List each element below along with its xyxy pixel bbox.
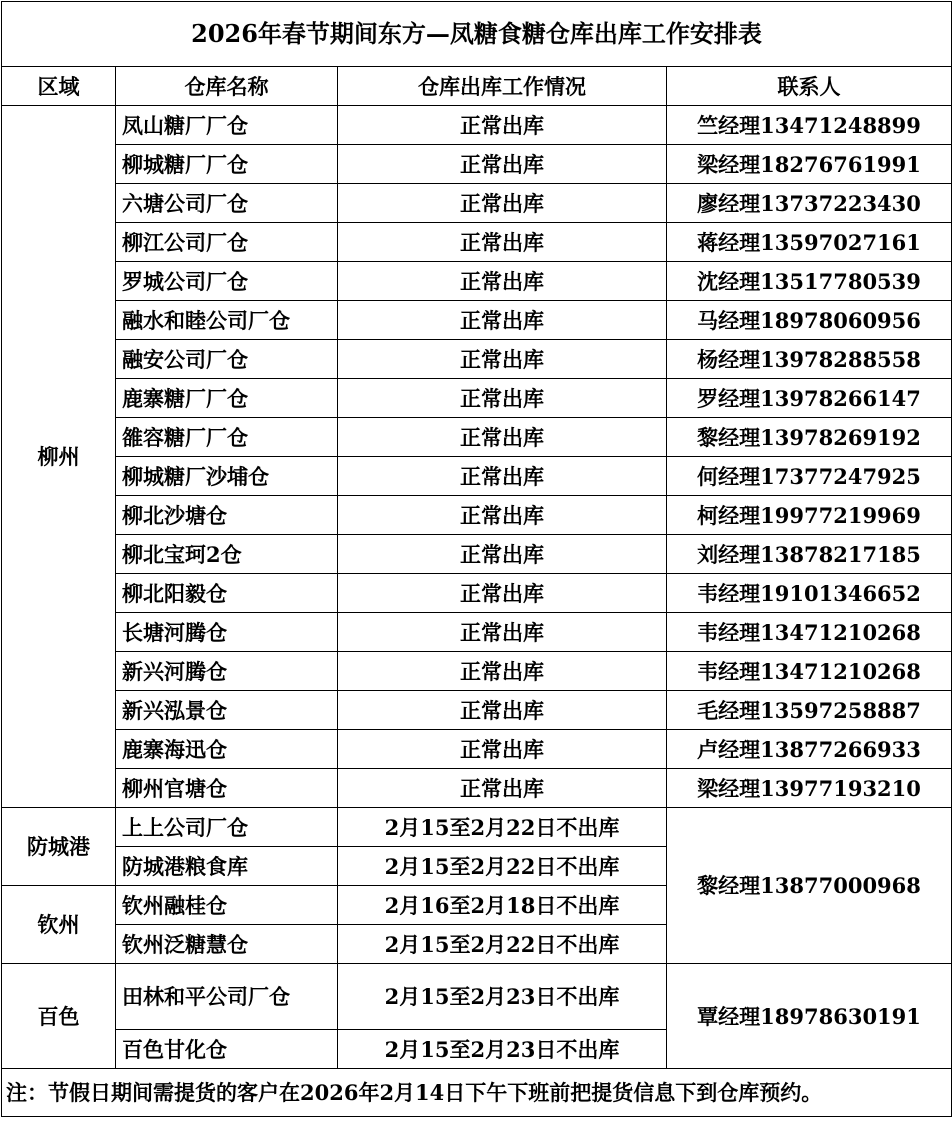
warehouse-name: 新兴河腾仓 xyxy=(116,652,338,691)
warehouse-name: 融安公司厂仓 xyxy=(116,340,338,379)
warehouse-contact: 罗经理13978266147 xyxy=(667,379,952,418)
table-row xyxy=(2,730,952,769)
warehouse-status: 正常出库 xyxy=(338,106,667,145)
table-row xyxy=(2,808,952,847)
warehouse-contact-shared: 黎经理13877000968 xyxy=(667,808,952,964)
region-fangchenggang: 防城港 xyxy=(2,808,116,886)
table-row xyxy=(2,613,952,652)
warehouse-name: 上上公司厂仓 xyxy=(116,808,338,847)
table-row xyxy=(2,691,952,730)
warehouse-contact: 梁经理13977193210 xyxy=(667,769,952,808)
warehouse-contact-baise: 覃经理18978630191 xyxy=(667,964,952,1069)
warehouse-status: 正常出库 xyxy=(338,340,667,379)
warehouse-status: 正常出库 xyxy=(338,691,667,730)
table-row xyxy=(2,379,952,418)
warehouse-status: 正常出库 xyxy=(338,379,667,418)
warehouse-name: 柳州官塘仓 xyxy=(116,769,338,808)
warehouse-name: 柳城糖厂厂仓 xyxy=(116,145,338,184)
warehouse-name: 柳城糖厂沙埔仓 xyxy=(116,457,338,496)
warehouse-status: 正常出库 xyxy=(338,184,667,223)
warehouse-name: 钦州融桂仓 xyxy=(116,886,338,925)
warehouse-status: 正常出库 xyxy=(338,613,667,652)
warehouse-status: 2月15至2月22日不出库 xyxy=(338,925,667,964)
page-title: 2026年春节期间东方—凤糖食糖仓库出库工作安排表 xyxy=(2,2,952,67)
table-row xyxy=(2,574,952,613)
table-row xyxy=(2,457,952,496)
header-region: 区域 xyxy=(2,67,116,106)
warehouse-name: 鹿寨海迅仓 xyxy=(116,730,338,769)
warehouse-status: 正常出库 xyxy=(338,730,667,769)
warehouse-contact: 卢经理13877266933 xyxy=(667,730,952,769)
warehouse-name: 柳北阳毅仓 xyxy=(116,574,338,613)
table-row xyxy=(2,769,952,808)
warehouse-contact: 黎经理13978269192 xyxy=(667,418,952,457)
warehouse-contact: 梁经理18276761991 xyxy=(667,145,952,184)
warehouse-status: 正常出库 xyxy=(338,457,667,496)
warehouse-name: 长塘河腾仓 xyxy=(116,613,338,652)
warehouse-status: 正常出库 xyxy=(338,652,667,691)
table-row xyxy=(2,418,952,457)
region-liuzhou: 柳州 xyxy=(2,106,116,808)
warehouse-contact: 毛经理13597258887 xyxy=(667,691,952,730)
warehouse-status: 正常出库 xyxy=(338,769,667,808)
table-row xyxy=(2,496,952,535)
warehouse-contact: 柯经理19977219969 xyxy=(667,496,952,535)
warehouse-contact: 韦经理13471210268 xyxy=(667,613,952,652)
warehouse-contact: 韦经理19101346652 xyxy=(667,574,952,613)
table-row xyxy=(2,340,952,379)
warehouse-contact: 何经理17377247925 xyxy=(667,457,952,496)
warehouse-contact: 竺经理13471248899 xyxy=(667,106,952,145)
warehouse-status: 正常出库 xyxy=(338,418,667,457)
header-contact: 联系人 xyxy=(667,67,952,106)
table-row xyxy=(2,145,952,184)
warehouse-status: 2月15至2月22日不出库 xyxy=(338,847,667,886)
warehouse-name: 柳江公司厂仓 xyxy=(116,223,338,262)
table-row xyxy=(2,106,952,145)
warehouse-name: 百色甘化仓 xyxy=(116,1030,338,1069)
table-row xyxy=(2,535,952,574)
warehouse-name: 新兴泓景仓 xyxy=(116,691,338,730)
warehouse-status: 2月16至2月18日不出库 xyxy=(338,886,667,925)
header-warehouse: 仓库名称 xyxy=(116,67,338,106)
warehouse-status: 2月15至2月23日不出库 xyxy=(338,1030,667,1069)
warehouse-name: 田林和平公司厂仓 xyxy=(116,964,338,1030)
warehouse-name: 鹿寨糖厂厂仓 xyxy=(116,379,338,418)
warehouse-name: 柳北沙塘仓 xyxy=(116,496,338,535)
table-row xyxy=(2,262,952,301)
warehouse-contact: 刘经理13878217185 xyxy=(667,535,952,574)
warehouse-status: 正常出库 xyxy=(338,262,667,301)
warehouse-name: 柳北宝珂2仓 xyxy=(116,535,338,574)
header-status: 仓库出库工作情况 xyxy=(338,67,667,106)
warehouse-contact: 马经理18978060956 xyxy=(667,301,952,340)
warehouse-status: 2月15至2月23日不出库 xyxy=(338,964,667,1030)
table-row xyxy=(2,652,952,691)
warehouse-contact: 蒋经理13597027161 xyxy=(667,223,952,262)
warehouse-status: 正常出库 xyxy=(338,145,667,184)
warehouse-name: 钦州泛糖慧仓 xyxy=(116,925,338,964)
warehouse-name: 六塘公司厂仓 xyxy=(116,184,338,223)
warehouse-status: 正常出库 xyxy=(338,301,667,340)
warehouse-name: 防城港粮食库 xyxy=(116,847,338,886)
warehouse-status: 2月15至2月22日不出库 xyxy=(338,808,667,847)
table-row xyxy=(2,184,952,223)
warehouse-contact: 沈经理13517780539 xyxy=(667,262,952,301)
warehouse-contact: 廖经理13737223430 xyxy=(667,184,952,223)
warehouse-name: 雒容糖厂厂仓 xyxy=(116,418,338,457)
warehouse-name: 凤山糖厂厂仓 xyxy=(116,106,338,145)
region-baise: 百色 xyxy=(2,964,116,1069)
table-row xyxy=(2,964,952,1030)
warehouse-status: 正常出库 xyxy=(338,535,667,574)
warehouse-name: 融水和睦公司厂仓 xyxy=(116,301,338,340)
warehouse-status: 正常出库 xyxy=(338,574,667,613)
table-row xyxy=(2,223,952,262)
footnote: 注：节假日期间需提货的客户在2026年2月14日下午下班前把提货信息下到仓库预约。 xyxy=(2,1069,952,1117)
warehouse-contact: 杨经理13978288558 xyxy=(667,340,952,379)
warehouse-schedule-table xyxy=(1,1,952,1117)
warehouse-status: 正常出库 xyxy=(338,496,667,535)
warehouse-contact: 韦经理13471210268 xyxy=(667,652,952,691)
warehouse-name: 罗城公司厂仓 xyxy=(116,262,338,301)
warehouse-status: 正常出库 xyxy=(338,223,667,262)
table-row xyxy=(2,301,952,340)
region-qinzhou: 钦州 xyxy=(2,886,116,964)
